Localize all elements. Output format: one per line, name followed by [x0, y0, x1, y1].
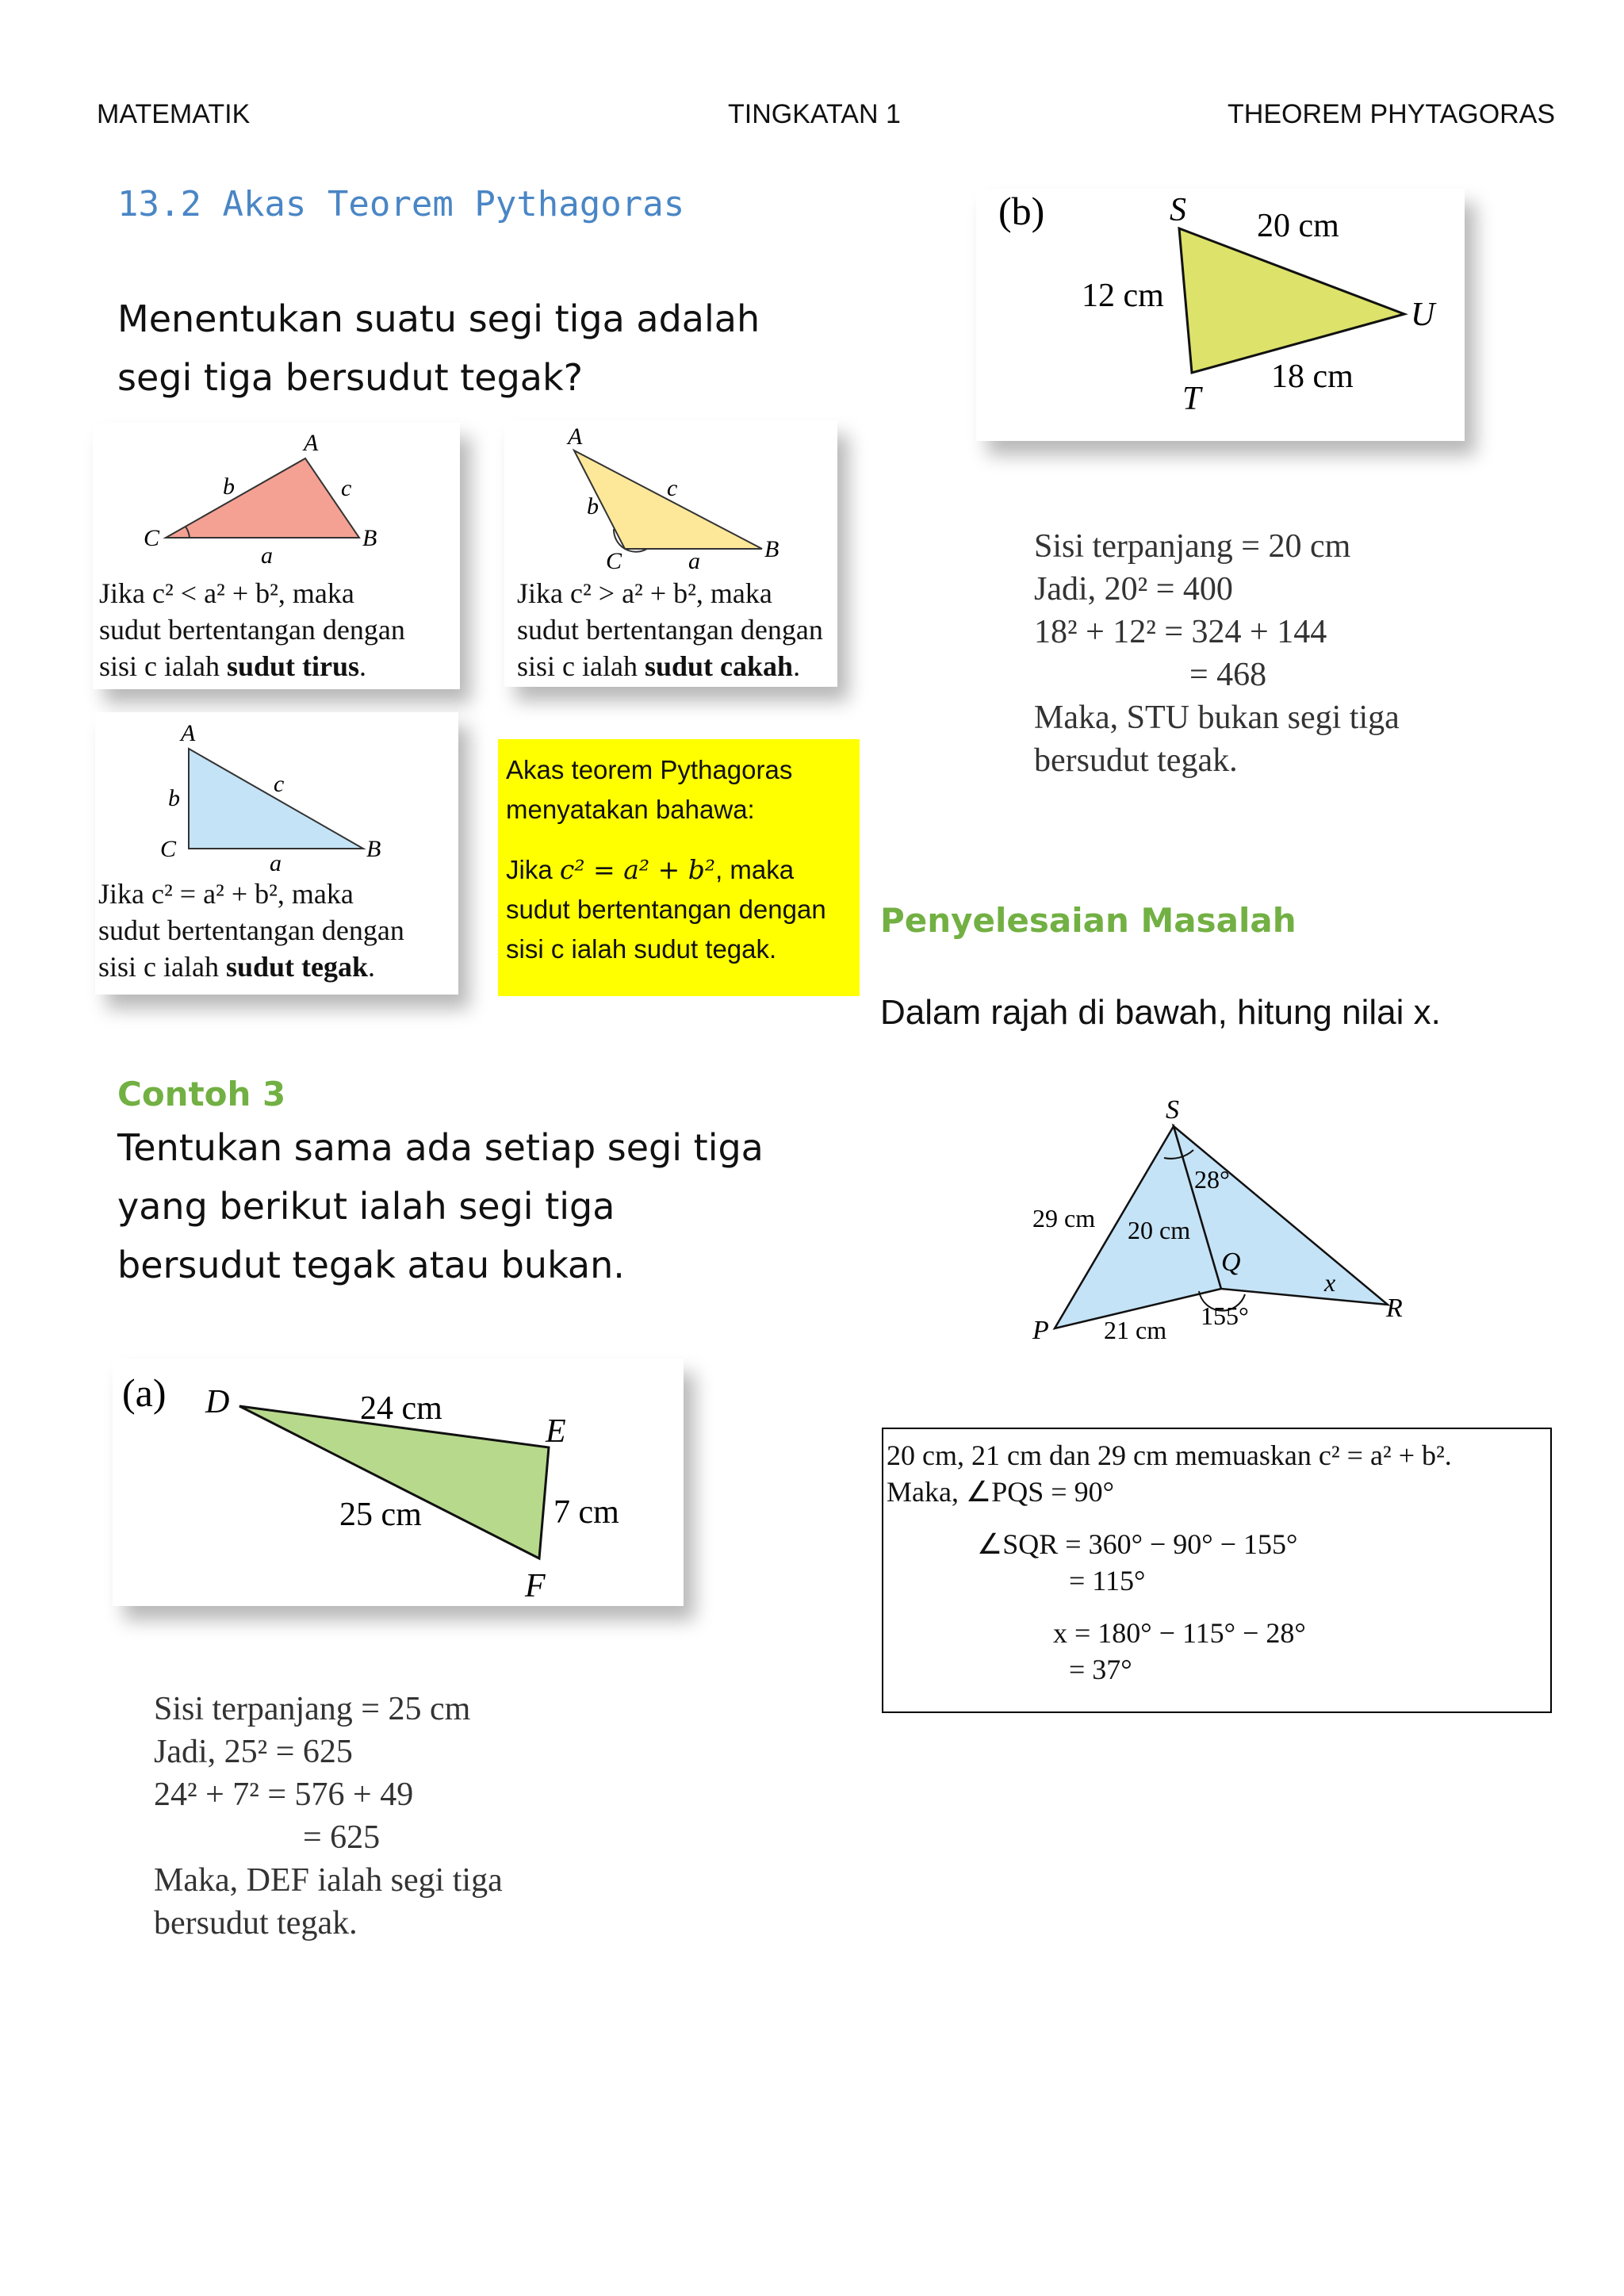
- right-description: [98, 876, 454, 985]
- side-c: c: [667, 475, 678, 501]
- vertex-B: B: [764, 536, 779, 562]
- side-c: c: [274, 771, 285, 797]
- side-a: a: [261, 542, 273, 569]
- side-b: b: [168, 785, 180, 811]
- example-b-solution: [1034, 525, 1542, 782]
- answer-box: [882, 1428, 1552, 1713]
- solution-a-line-6: bersudut tegak.: [154, 1905, 358, 1941]
- triangle-DEF: [239, 1406, 549, 1558]
- vertex-R: R: [1386, 1294, 1403, 1323]
- card-right: [95, 712, 458, 995]
- example-a-solution: [154, 1688, 661, 1945]
- angle-x-label: x: [1324, 1268, 1336, 1297]
- right-line-2: sudut bertentangan dengan: [98, 914, 404, 946]
- problem-instruction: Dalam rajah di bawah, hitung nilai x.: [880, 993, 1441, 1032]
- vertex-P: P: [1032, 1316, 1049, 1345]
- converse-line-4: sudut bertentangan dengan: [506, 895, 826, 924]
- side-SP: 29 cm: [1032, 1204, 1096, 1232]
- example-a-label: (a): [122, 1370, 167, 1415]
- solution-a-line-3: 24² + 7² = 576 + 49: [154, 1777, 414, 1813]
- side-SU: 20 cm: [1257, 208, 1339, 244]
- card-acute: [93, 423, 460, 689]
- right-line-1: Jika c² = a² + b², maka: [98, 878, 354, 910]
- problem-diagram: [1023, 1087, 1435, 1348]
- vertex-D: D: [205, 1384, 230, 1420]
- vertex-C: C: [144, 525, 160, 551]
- vertex-S: S: [1166, 1095, 1179, 1125]
- contoh-line-3: bersudut tegak atau bukan.: [117, 1244, 625, 1286]
- obtuse-triangle-figure: [504, 420, 837, 575]
- vertex-C: C: [160, 836, 177, 862]
- answer-line-5: x = 180° − 115° − 28°: [1053, 1617, 1306, 1649]
- obtuse-line-3: sisi c ialah sudut cakah.: [517, 650, 801, 682]
- question-line-1: Menentukan suatu segi tiga adalah: [117, 297, 760, 340]
- vertex-A: A: [304, 430, 319, 456]
- solution-b-line-3: 18² + 12² = 324 + 144: [1034, 614, 1327, 650]
- solution-b-line-2: Jadi, 20² = 400: [1034, 571, 1233, 608]
- acute-triangle: [166, 458, 359, 538]
- side-c: c: [341, 475, 352, 501]
- side-b: b: [223, 473, 235, 500]
- obtuse-line-2: sudut bertentangan dengan: [517, 614, 823, 646]
- obtuse-description: [517, 575, 831, 684]
- vertex-A: A: [181, 720, 196, 746]
- converse-line-2: menyatakan bahawa:: [506, 795, 755, 824]
- side-DE: 24 cm: [360, 1390, 442, 1427]
- answer-line-3: ∠SQR = 360° − 90° − 155°: [977, 1528, 1298, 1560]
- example-b-label: (b): [998, 189, 1045, 233]
- contoh-text: [117, 1118, 764, 1294]
- header-center: TINGKATAN 1: [728, 99, 901, 129]
- solution-b-line-4: = 468: [1189, 657, 1267, 693]
- side-TU: 18 cm: [1271, 358, 1354, 395]
- side-a: a: [688, 548, 700, 574]
- triangle-STU: [1179, 228, 1404, 373]
- side-EF: 7 cm: [553, 1494, 619, 1531]
- problem-heading: Penyelesaian Masalah: [880, 901, 1297, 940]
- acute-line-1: Jika c² < a² + b², maka: [99, 577, 354, 609]
- solution-b-line-1: Sisi terpanjang = 20 cm: [1034, 528, 1351, 565]
- right-triangle: [189, 749, 363, 849]
- vertex-F: F: [525, 1568, 546, 1604]
- example-a-figure: [113, 1359, 684, 1606]
- converse-theorem-box: [498, 739, 860, 996]
- answer-line-4: = 115°: [1069, 1565, 1146, 1596]
- vertex-U: U: [1411, 297, 1435, 333]
- solution-b-line-5: Maka, STU bukan segi tiga: [1034, 700, 1400, 736]
- side-SQ: 20 cm: [1128, 1216, 1191, 1244]
- acute-description: [99, 575, 454, 684]
- vertex-Q: Q: [1221, 1248, 1241, 1277]
- question-line-2: segi tiga bersudut tegak?: [117, 356, 584, 399]
- converse-line-5: sisi c ialah sudut tegak.: [506, 934, 777, 964]
- vertex-C: C: [606, 548, 622, 574]
- vertex-E: E: [546, 1413, 566, 1450]
- acute-line-2: sudut bertentangan dengan: [99, 614, 405, 646]
- contoh-line-1: Tentukan sama ada setiap segi tiga: [117, 1126, 764, 1169]
- angle-Q-label: 155°: [1201, 1301, 1249, 1330]
- vertex-A: A: [568, 424, 583, 450]
- side-ST: 12 cm: [1082, 278, 1164, 314]
- converse-line-1: Akas teorem Pythagoras: [506, 755, 793, 784]
- solution-a-line-1: Sisi terpanjang = 25 cm: [154, 1691, 471, 1727]
- vertex-B: B: [362, 525, 377, 551]
- contoh-heading: Contoh 3: [117, 1075, 286, 1114]
- acute-line-3: sisi c ialah sudut tirus.: [99, 650, 367, 682]
- right-line-3: sisi c ialah sudut tegak.: [98, 951, 376, 983]
- acute-triangle-figure: [93, 423, 460, 573]
- solution-a-line-4: = 625: [303, 1819, 381, 1856]
- solution-b-line-6: bersudut tegak.: [1034, 742, 1238, 779]
- card-obtuse: [504, 420, 837, 687]
- example-b-figure-card: [976, 189, 1465, 441]
- side-PQ: 21 cm: [1104, 1316, 1167, 1344]
- question-text: [117, 289, 760, 407]
- side-a: a: [270, 850, 282, 871]
- angle-S-label: 28°: [1194, 1165, 1230, 1194]
- vertex-B: B: [366, 836, 381, 862]
- example-b-figure: [976, 189, 1465, 441]
- header-right: THEOREM PHYTAGORAS: [1228, 99, 1556, 129]
- example-a-figure-card: [113, 1359, 684, 1606]
- obtuse-line-1: Jika c² > a² + b², maka: [517, 577, 772, 609]
- header-left: MATEMATIK: [97, 99, 251, 129]
- contoh-line-2: yang berikut ialah segi tiga: [117, 1185, 615, 1228]
- solution-a-line-5: Maka, DEF ialah segi tiga: [154, 1862, 503, 1899]
- converse-line-3: Jika c² = a² + b², maka: [506, 854, 795, 885]
- right-triangle-figure: [95, 712, 458, 871]
- side-DF: 25 cm: [339, 1497, 422, 1533]
- answer-line-1: 20 cm, 21 cm dan 29 cm memuaskan c² = a² + b².: [887, 1439, 1452, 1471]
- side-b: b: [587, 493, 599, 519]
- answer-line-2: Maka, ∠PQS = 90°: [887, 1476, 1114, 1508]
- solution-a-line-2: Jadi, 25² = 625: [154, 1734, 353, 1770]
- vertex-T: T: [1182, 381, 1201, 417]
- section-title: 13.2 Akas Teorem Pythagoras: [117, 184, 685, 224]
- vertex-S: S: [1170, 192, 1186, 228]
- answer-line-6: = 37°: [1069, 1654, 1132, 1685]
